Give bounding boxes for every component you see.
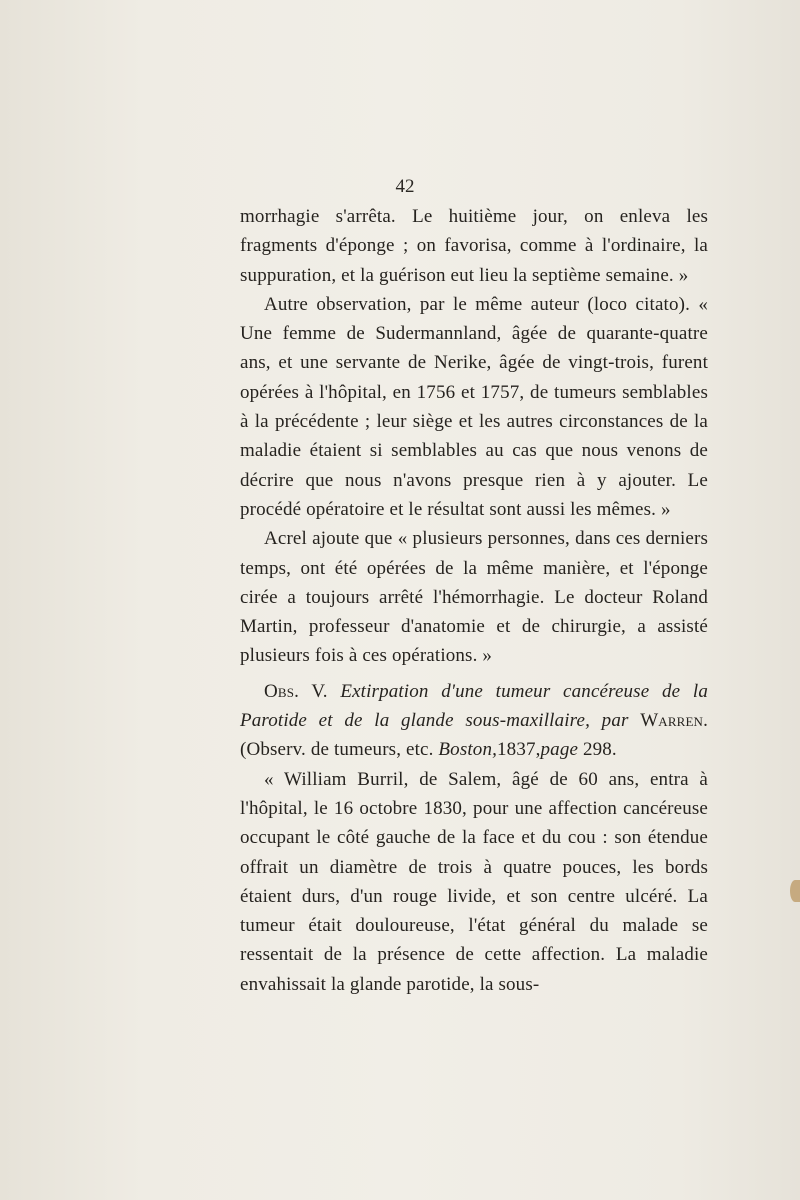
paragraph-continuation: morrhagie s'arrêta. Le huitième jour, on enleva les fragments d'éponge ; on favorisa, comme à l'ordinaire, la suppuration, et la guérison eut lieu la septième semaine. » [240, 206, 708, 286]
citation-year: 1837, [497, 739, 541, 761]
observation-author: Warren. [640, 710, 708, 732]
observation-heading [240, 677, 708, 765]
observation-title: Extirpation d'une tumeur cancéreuse de la Parotide et de la glande sous-maxillaire, par [240, 680, 708, 732]
page-edge-stain [790, 880, 800, 902]
observation-label: Obs. V. [264, 680, 328, 702]
citation-source: Boston, [438, 739, 498, 761]
page-number: 42 [395, 176, 415, 197]
paragraph-acrel: Acrel ajoute que « plusieurs personnes, dans ces derniers temps, ont été opérées de la même manière, et l'éponge cirée a toujours arrêté l'hémorrhagie. Le docteur Roland Martin, professeur d'anatomie et de chirurgie, a assisté plusieurs fois à ces opérations. » [240, 528, 708, 667]
body-text [240, 202, 708, 999]
paragraph-autre-observation: Autre observation, par le même auteur (loco citato). « Une femme de Sudermannland, âgée de quarante-quatre ans, et une servante de Nerike, âgée de vingt-trois, furent opérées à l'hôpital, en 1756 et 1757, de tumeurs semblables à la précédente ; leur siège et les autres circonstances de la maladie étaient si semblables au cas que nous venons de décrire que nous n'avons presque rien à y ajouter. Le procédé opératoire et le résultat sont aussi les mêmes. » [240, 293, 708, 520]
paragraph-william-burril: « William Burril, de Salem, âgé de 60 ans, entra à l'hôpital, le 16 octobre 1830, pour une affection cancéreuse occupant le côté gauche de la face et du cou : son étendue offrait un diamètre de trois à quatre pouces, les bords étaient durs, d'un rouge livide, et son centre ulcéré. La tumeur était douloureuse, l'état général du malade se ressentait de la présence de cette affection. La maladie envahissait la glande parotide, la sous- [240, 768, 708, 995]
citation-page-label: page [540, 739, 579, 761]
citation-prefix: (Observ. de tumeurs, etc. [240, 739, 434, 761]
citation-page-number: 298. [582, 739, 617, 761]
